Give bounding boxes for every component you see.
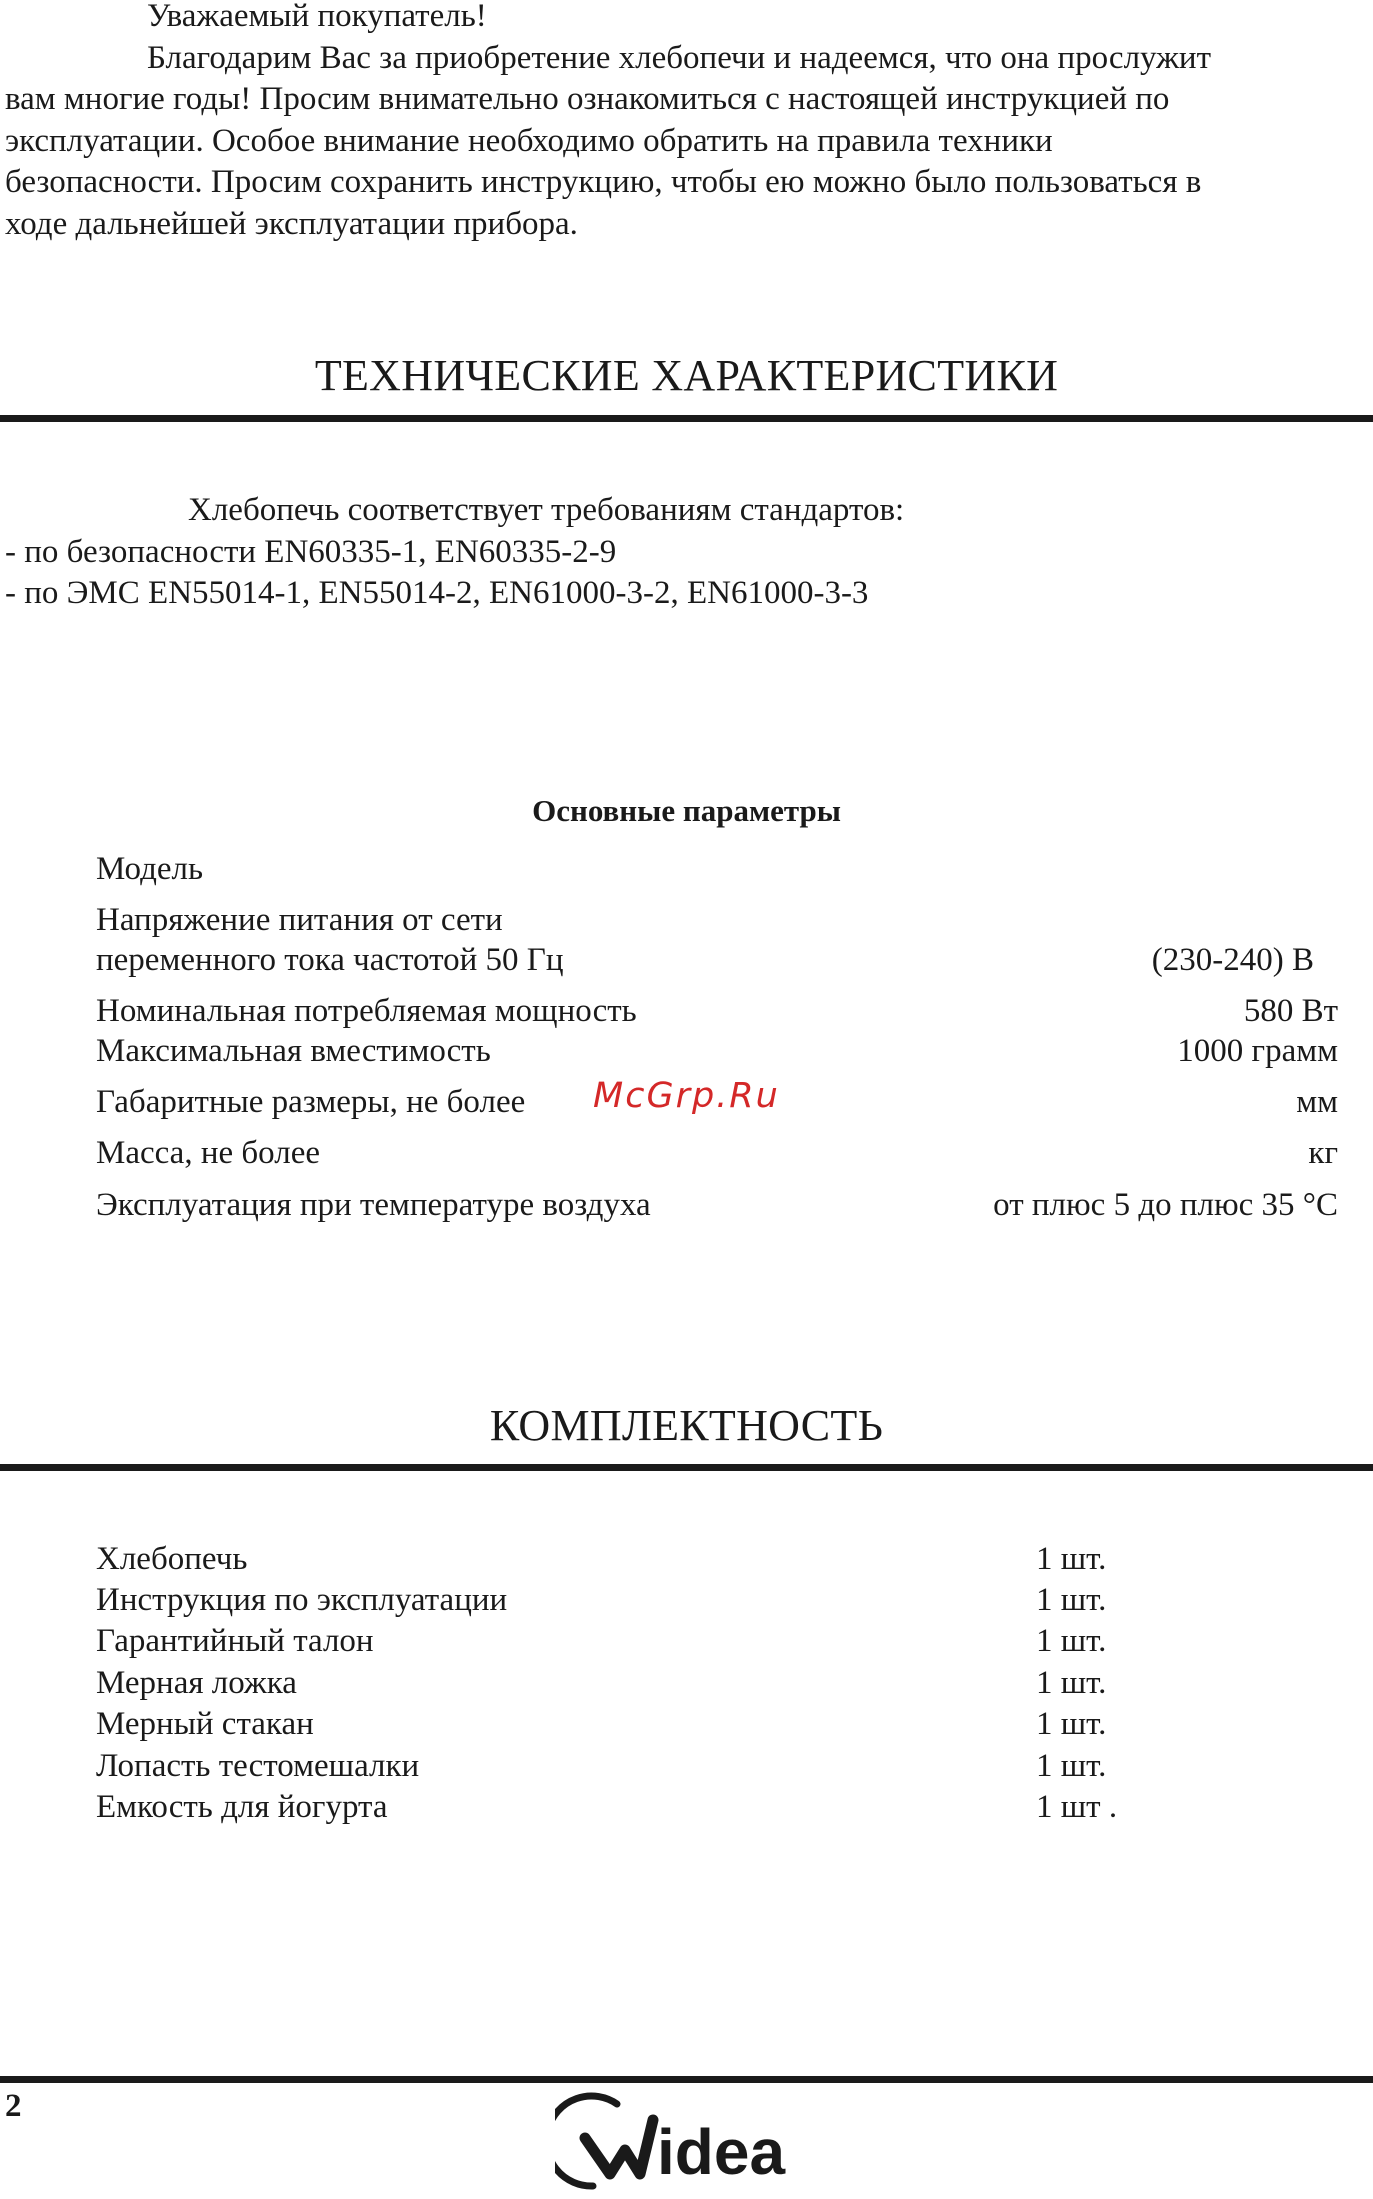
- intro-line-3: эксплуатации. Особое внимание необходимо обратить на правила техники: [5, 122, 1053, 159]
- kit-item: Инструкция по эксплуатации: [96, 1582, 508, 1618]
- standards-emc: - по ЭМС EN55014-1, EN55014-2, EN61000-3-2, EN61000-3-3: [5, 575, 869, 611]
- param-value: мм: [1296, 1084, 1338, 1120]
- param-label: Номинальная потребляемая мощность: [96, 993, 637, 1029]
- kit-item-qty: 1 шт.: [1036, 1665, 1107, 1701]
- param-row-power: [96, 991, 1338, 1031]
- param-row-capacity: [96, 1031, 1338, 1071]
- param-label: Модель: [96, 851, 204, 887]
- param-label: Габаритные размеры, не более: [96, 1084, 526, 1120]
- kit-item: Хлебопечь: [96, 1541, 248, 1577]
- param-row-model: [96, 849, 1338, 889]
- param-row-mass: [96, 1133, 1338, 1173]
- footer-rule: [0, 2076, 1373, 2083]
- param-value: 580 Вт: [1243, 993, 1338, 1029]
- intro-greeting: Уважаемый покупатель!: [147, 0, 487, 34]
- kit-section-rule: [0, 1464, 1373, 1471]
- kit-item-qty: 1 шт.: [1036, 1541, 1107, 1577]
- param-value: (230-240) В: [1151, 942, 1314, 978]
- midea-wordmark: idea: [657, 2116, 786, 2188]
- watermark[interactable]: McGrp.Ru: [593, 1076, 780, 1116]
- midea-logo-icon: [555, 2090, 815, 2196]
- param-value: от плюс 5 до плюс 35 °С: [993, 1187, 1338, 1223]
- kit-item-qty: 1 шт .: [1036, 1789, 1118, 1825]
- kit-item-qty: 1 шт.: [1036, 1748, 1107, 1784]
- param-label: Напряжение питания от сети: [96, 902, 503, 938]
- kit-item: Мерная ложка: [96, 1665, 297, 1701]
- standards-block: [5, 490, 904, 615]
- kit-item-qty: 1 шт.: [1036, 1706, 1107, 1742]
- kit-item: Гарантийный талон: [96, 1623, 374, 1659]
- param-label: Максимальная вместимость: [96, 1033, 491, 1069]
- kit-item-qty: 1 шт.: [1036, 1582, 1107, 1618]
- kit-item-qty: 1 шт.: [1036, 1623, 1107, 1659]
- tech-section-title: ТЕХНИЧЕСКИЕ ХАРАКТЕРИСТИКИ: [314, 351, 1059, 400]
- kit-item: Лопасть тестомешалки: [96, 1748, 420, 1784]
- params-title: Основные параметры: [532, 793, 841, 828]
- param-label: Масса, не более: [96, 1135, 321, 1171]
- intro-line-1: Благодарим Вас за приобретение хлебопечи и надеемся, что она прослужит: [147, 39, 1211, 76]
- param-value: 1000 грамм: [1177, 1033, 1338, 1069]
- param-row-temperature: [96, 1185, 1338, 1225]
- kit-item: Мерный стакан: [96, 1706, 314, 1742]
- kit-section-title: КОМПЛЕКТНОСТЬ: [489, 1401, 884, 1450]
- intro-line-4: безопасности. Просим сохранить инструкцию, чтобы ею можно было пользоваться в: [5, 164, 1202, 200]
- intro-line-2: вам многие годы! Просим внимательно ознакомиться с настоящей инструкцией по: [5, 81, 1170, 117]
- intro-line-5: ходе дальнейшей эксплуатации прибора.: [5, 205, 578, 242]
- tech-section-rule: [0, 415, 1373, 422]
- kit-item: Емкость для йогурта: [96, 1789, 388, 1825]
- param-value: кг: [1308, 1135, 1338, 1171]
- standards-safety: - по безопасности EN60335-1, EN60335-2-9: [5, 533, 617, 570]
- param-label: Эксплуатация при температуре воздуха: [96, 1187, 651, 1223]
- param-row-voltage: [96, 900, 1338, 980]
- page-number: 2: [5, 2088, 22, 2124]
- intro-text: [5, 0, 1345, 245]
- standards-intro: Хлебопечь соответствует требованиям стандартов:: [188, 492, 905, 528]
- param-label-continued: переменного тока частотой 50 Гц: [96, 942, 564, 978]
